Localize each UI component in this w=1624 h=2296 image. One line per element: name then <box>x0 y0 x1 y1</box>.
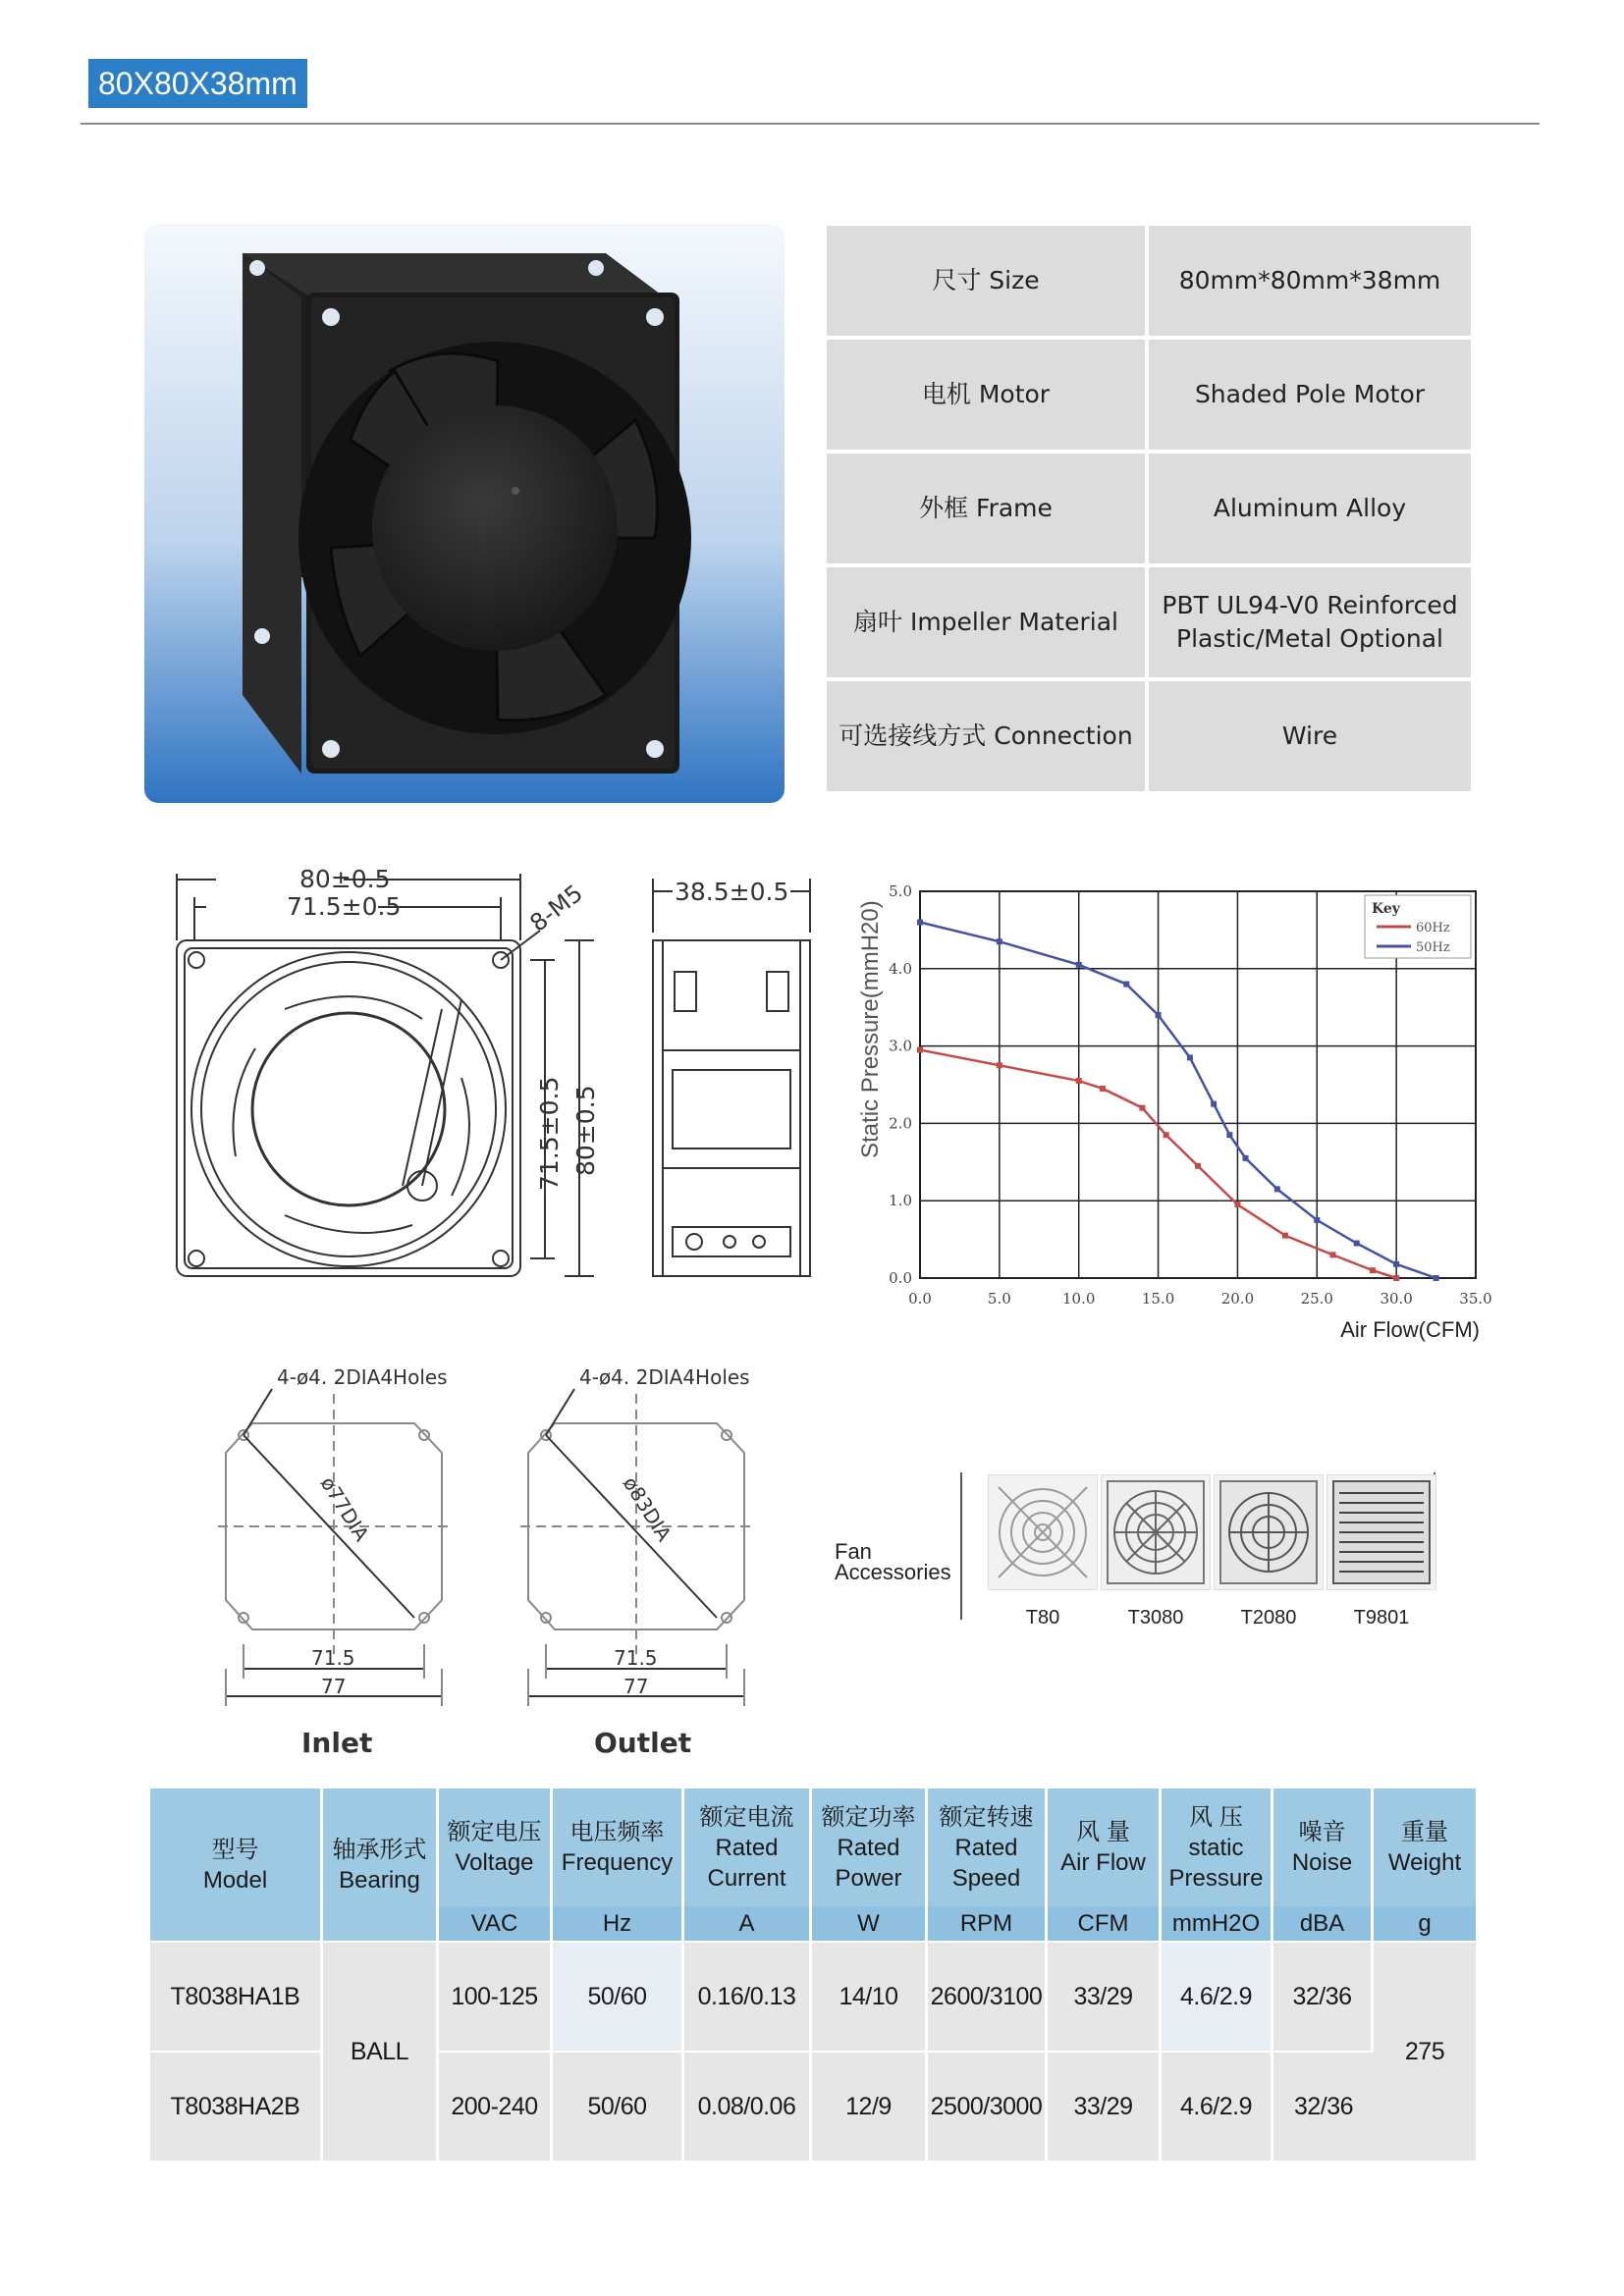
spec-row <box>827 567 1471 681</box>
unit-noise: dBA <box>1273 1906 1374 1941</box>
data-point-60hz <box>1195 1163 1201 1169</box>
page-title: 80X80X38mm <box>88 59 307 108</box>
data-point-60hz <box>1370 1267 1376 1273</box>
cell-airflow: 33/29 <box>1048 2051 1162 2161</box>
spec-value: 80mm*80mm*38mm <box>1149 226 1471 340</box>
fan-product-photo <box>144 224 785 803</box>
spec-row <box>827 681 1471 795</box>
y-tick-label: 4.0 <box>889 959 912 978</box>
spec-label: 尺寸 Size <box>827 226 1149 340</box>
legend-title: Key <box>1372 901 1400 917</box>
spec-value: PBT UL94-V0 Reinforced Plastic/Metal Optional <box>1149 567 1471 681</box>
cell-voltage: 200-240 <box>439 2051 553 2161</box>
cell-noise: 32/36 <box>1273 1941 1374 2051</box>
outlet-holes-label: 4-ø4. 2DIA4Holes <box>579 1365 750 1389</box>
inlet-title: Inlet <box>301 1727 373 1759</box>
data-point-60hz <box>1329 1252 1335 1257</box>
spec-label: 可选接线方式 Connection <box>827 681 1149 795</box>
cell-weight: 275 <box>1374 1941 1476 2161</box>
outlet-drawing <box>520 1355 785 1767</box>
spec-table <box>827 226 1471 795</box>
dim-height-inner: 71.5±0.5 <box>535 1076 564 1191</box>
y-tick-label: 5.0 <box>889 882 912 900</box>
data-point-60hz <box>1164 1132 1169 1138</box>
x-tick-label: 20.0 <box>1220 1290 1255 1308</box>
inlet-diameter-label: ø77DIA <box>315 1471 374 1546</box>
x-tick-label: 5.0 <box>987 1290 1011 1308</box>
col-header-weight: 重量 Weight <box>1374 1789 1476 1906</box>
data-point-50hz <box>1211 1101 1217 1107</box>
dim-width-inner: 71.5±0.5 <box>287 892 402 921</box>
col-header-power: 额定功率 Rated Power <box>812 1789 928 1906</box>
data-point-50hz <box>1156 1012 1162 1018</box>
col-header-model: 型号 Model <box>150 1789 323 1941</box>
accessory-name: T9801 <box>1353 1607 1410 1629</box>
accessories-divider <box>960 1472 962 1620</box>
x-axis-label: Air Flow(CFM) <box>1340 1317 1480 1342</box>
outlet-pitch-label: 71.5 <box>614 1646 658 1670</box>
spec-value: Wire <box>1149 681 1471 795</box>
accessory-name: T2080 <box>1240 1607 1297 1629</box>
outlet-width-label: 77 <box>623 1675 649 1698</box>
data-point-60hz <box>1282 1233 1288 1239</box>
spec-value: Shaded Pole Motor <box>1149 340 1471 454</box>
data-point-60hz <box>997 1062 1002 1068</box>
unit-current: A <box>684 1906 812 1941</box>
col-header-current: 额定电流 Rated Current <box>684 1789 812 1906</box>
unit-power: W <box>812 1906 928 1941</box>
data-point-50hz <box>997 938 1002 944</box>
y-tick-label: 2.0 <box>889 1114 912 1133</box>
data-point-60hz <box>1100 1086 1106 1092</box>
accessories-label <box>835 1541 951 1582</box>
finger-guard-icon <box>988 1474 1098 1590</box>
x-tick-label: 10.0 <box>1062 1290 1096 1308</box>
data-point-50hz <box>1076 962 1082 968</box>
spec-row <box>827 454 1471 567</box>
accessory-name: T80 <box>1025 1607 1060 1629</box>
col-header-noise: 噪音 Noise <box>1273 1789 1374 1906</box>
x-tick-labels <box>908 1290 1492 1308</box>
cell-power: 14/10 <box>812 1941 928 2051</box>
dim-height-outer: 80±0.5 <box>571 1085 600 1176</box>
col-header-speed: 额定转速 Rated Speed <box>928 1789 1048 1906</box>
x-tick-label: 35.0 <box>1459 1290 1492 1308</box>
cell-voltage: 100-125 <box>439 1941 553 2051</box>
spec-row <box>827 340 1471 454</box>
accessory-t2080 <box>1214 1474 1324 1629</box>
data-point-50hz <box>1243 1155 1249 1161</box>
accessory-t3080 <box>1101 1474 1211 1629</box>
y-tick-labels <box>889 882 912 1287</box>
accessory-t80 <box>988 1474 1098 1629</box>
data-point-60hz <box>1139 1105 1145 1111</box>
cell-speed: 2600/3100 <box>928 1941 1048 2051</box>
y-tick-label: 1.0 <box>889 1192 912 1210</box>
table-header-row <box>150 1789 1476 1906</box>
filter-guard-icon <box>1214 1474 1324 1590</box>
accessory-name: T3080 <box>1127 1607 1184 1629</box>
cell-power: 12/9 <box>812 2051 928 2161</box>
unit-speed: RPM <box>928 1906 1048 1941</box>
cell-model: T8038HA1B <box>150 1941 323 2051</box>
inlet-drawing <box>218 1355 483 1767</box>
dim-depth: 38.5±0.5 <box>675 878 789 906</box>
y-tick-label: 0.0 <box>889 1269 912 1287</box>
col-header-frequency: 电压频率 Frequency <box>553 1789 684 1906</box>
dim-thread: 8-M5 <box>524 879 588 937</box>
title-divider <box>81 123 1540 125</box>
louver-filter-icon <box>1326 1474 1436 1590</box>
inlet-pitch-label: 71.5 <box>311 1646 355 1670</box>
cell-speed: 2500/3000 <box>928 2051 1048 2161</box>
data-point-60hz <box>1234 1201 1240 1207</box>
x-tick-label: 15.0 <box>1141 1290 1175 1308</box>
unit-weight: g <box>1374 1906 1476 1941</box>
cell-frequency: 50/60 <box>553 2051 684 2161</box>
data-point-60hz <box>1076 1078 1082 1084</box>
accessories-label-line1: Fan <box>835 1539 872 1564</box>
data-point-50hz <box>1187 1054 1193 1060</box>
data-point-50hz <box>1354 1241 1360 1247</box>
data-point-50hz <box>917 920 923 926</box>
spec-value: Aluminum Alloy <box>1149 454 1471 567</box>
legend-entry-60hz: 60Hz <box>1416 921 1450 935</box>
cell-frequency: 50/60 <box>553 1941 684 2051</box>
outlet-title: Outlet <box>594 1727 692 1759</box>
data-point-50hz <box>1274 1186 1280 1192</box>
model-spec-table <box>150 1789 1476 2161</box>
cell-pressure: 4.6/2.9 <box>1162 1941 1273 2051</box>
y-axis-label: Static Pressure(mmH20) <box>857 900 884 1158</box>
x-tick-label: 30.0 <box>1380 1290 1413 1308</box>
cell-airflow: 33/29 <box>1048 1941 1162 2051</box>
data-point-50hz <box>1226 1132 1232 1138</box>
front-view-drawing <box>167 862 619 1294</box>
data-point-60hz <box>917 1047 923 1053</box>
data-point-60hz <box>1393 1275 1399 1281</box>
cell-noise: 32/36 <box>1273 2051 1374 2161</box>
cell-bearing: BALL <box>323 1941 439 2161</box>
spec-row <box>827 226 1471 340</box>
data-point-50hz <box>1393 1261 1399 1267</box>
unit-frequency: Hz <box>553 1906 684 1941</box>
unit-pressure: mmH2O <box>1162 1906 1273 1941</box>
inlet-width-label: 77 <box>321 1675 347 1698</box>
pq-curve-chart <box>846 864 1494 1345</box>
side-view-drawing <box>643 874 830 1294</box>
x-tick-label: 25.0 <box>1300 1290 1333 1308</box>
unit-airflow: CFM <box>1048 1906 1162 1941</box>
cell-current: 0.08/0.06 <box>684 2051 812 2161</box>
unit-voltage: VAC <box>439 1906 553 1941</box>
accessories-label-line2: Accessories <box>835 1560 951 1584</box>
spec-label: 扇叶 Impeller Material <box>827 567 1149 681</box>
spec-label: 外框 Frame <box>827 454 1149 567</box>
y-tick-label: 3.0 <box>889 1037 912 1055</box>
col-header-pressure: 风 压 static Pressure <box>1162 1789 1273 1906</box>
spec-label: 电机 Motor <box>827 340 1149 454</box>
col-header-voltage: 额定电压 Voltage <box>439 1789 553 1906</box>
cell-model: T8038HA2B <box>150 2051 323 2161</box>
cell-current: 0.16/0.13 <box>684 1941 812 2051</box>
data-point-50hz <box>1123 982 1129 988</box>
x-tick-label: 0.0 <box>908 1290 932 1308</box>
data-point-50hz <box>1434 1275 1439 1281</box>
inlet-holes-label: 4-ø4. 2DIA4Holes <box>277 1365 448 1389</box>
dim-width-outer: 80±0.5 <box>299 865 391 893</box>
col-header-airflow: 风 量 Air Flow <box>1048 1789 1162 1906</box>
data-point-50hz <box>1314 1217 1320 1223</box>
legend-entry-50hz: 50Hz <box>1416 940 1450 955</box>
table-row <box>150 1941 1476 2051</box>
legend <box>1365 895 1471 958</box>
wire-grill-icon <box>1101 1474 1211 1590</box>
col-header-bearing: 轴承形式 Bearing <box>323 1789 439 1941</box>
accessory-t9801 <box>1326 1474 1436 1629</box>
outlet-diameter-label: ø83DIA <box>618 1471 677 1546</box>
cell-pressure: 4.6/2.9 <box>1162 2051 1273 2161</box>
